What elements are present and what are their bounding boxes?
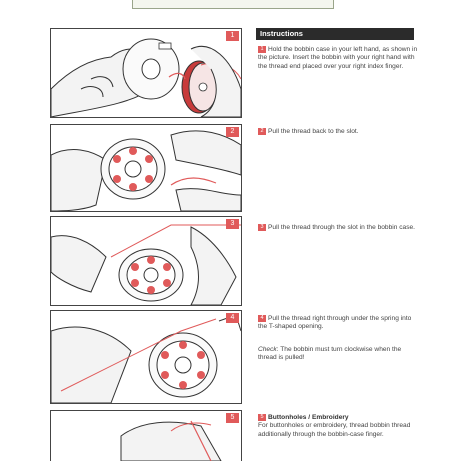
step-number: 5 [258,414,266,421]
step-2-text [258,128,418,136]
step-body: Hold the bobbin case in your left hand, as shown in the picture. Insert the bobbin with your right hand with the thread end placed over your right index finger. [258,46,418,70]
step-number: 2 [258,128,266,135]
step-5-text [258,414,418,439]
step-1-text [258,46,418,71]
bobbin-thread-through-slot-illustration [51,217,241,305]
step-body: Pull the thread back to the slot. [268,128,359,135]
illustration-panel-2 [50,124,242,212]
bobbin-insert-illustration [51,29,241,117]
illustration-panel-4 [50,310,242,404]
illustration-panel-1 [50,28,242,118]
panel-number: 4 [226,313,239,323]
bobbin-spring-illustration [51,311,241,403]
panel-number: 1 [226,31,239,41]
step-4-text [258,315,418,363]
step-5-title: Buttonholes / Embroidery [268,414,349,421]
instructions-header: Instructions [256,28,414,40]
bobbin-thread-slot-illustration [51,125,241,211]
illustration-panel-3 [50,216,242,306]
step-body: Pull the thread through the slot in the bobbin case. [268,224,415,231]
illustration-panel-5 [50,410,242,461]
step-number: 1 [258,46,266,53]
panel-number: 2 [226,127,239,137]
step-body: For buttonholes or embroidery, thread bobbin thread additionally through the bobbin-case finger. [258,422,411,438]
page-top-tab [132,0,334,9]
step-3-text [258,224,418,232]
step-number: 3 [258,224,266,231]
step-number: 4 [258,315,266,322]
check-text: : The bobbin must turn clockwise when the thread is pulled! [258,345,402,362]
check-label: Check [258,345,277,353]
step-body: Pull the thread right through under the spring into the T-shaped opening. [258,315,412,331]
panel-number: 3 [226,219,239,229]
panel-number: 5 [226,413,239,423]
check-note [258,346,418,363]
